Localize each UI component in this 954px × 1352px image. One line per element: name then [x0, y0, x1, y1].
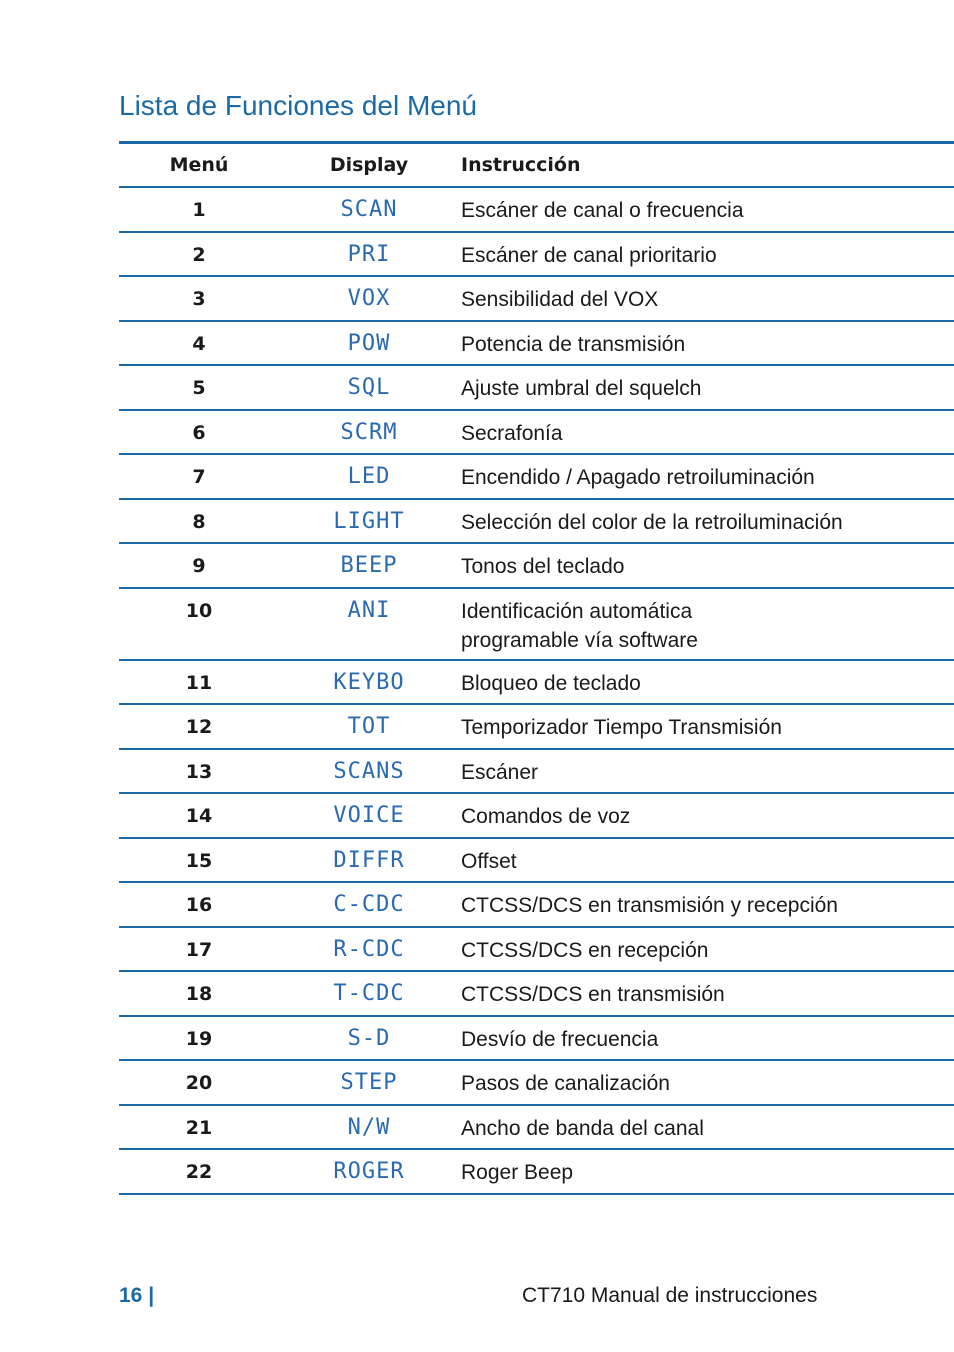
- row-instruction: Sensibilidad del VOX: [461, 288, 659, 311]
- row-instruction: Roger Beep: [461, 1161, 574, 1184]
- table-row: [119, 366, 954, 411]
- table-row: [119, 544, 954, 589]
- row-menu-number: 20: [185, 1072, 213, 1094]
- row-display-code: SQL: [347, 375, 391, 400]
- row-display-code: N/W: [347, 1114, 391, 1140]
- row-menu-number: 1: [192, 199, 206, 221]
- page-title: Lista de Funciones del Menú: [119, 90, 477, 121]
- table-row: [119, 500, 954, 545]
- row-instruction: Selección del color de la retroiluminación: [461, 510, 843, 534]
- table-row: [119, 661, 954, 706]
- row-instruction: Desvío de frecuencia: [461, 1027, 659, 1051]
- row-display-code: ROGER: [333, 1159, 405, 1184]
- table-row: [119, 233, 954, 278]
- table-row: [119, 411, 954, 456]
- table-row: [119, 972, 954, 1017]
- table-row: [119, 277, 954, 322]
- table-row: [119, 928, 954, 973]
- row-menu-number: 4: [192, 332, 206, 355]
- manual-title: CT710 Manual de instrucciones: [522, 1284, 818, 1307]
- row-menu-number: 17: [185, 938, 213, 961]
- table-row: [119, 750, 954, 795]
- row-menu-number: 3: [192, 288, 206, 310]
- row-instruction: Escáner de canal o frecuencia: [461, 199, 744, 222]
- page-number: 16 |: [119, 1284, 155, 1307]
- row-menu-number: 12: [185, 716, 213, 738]
- row-menu-number: 5: [192, 377, 206, 399]
- row-menu-number: 15: [185, 849, 213, 872]
- table-row: [119, 188, 954, 233]
- row-display-code: PRI: [347, 241, 391, 267]
- row-display-code: SCANS: [333, 758, 405, 784]
- header-display: Display: [329, 154, 409, 176]
- row-instruction: Ancho de banda del canal: [461, 1116, 704, 1140]
- row-display-code: VOX: [347, 286, 391, 311]
- header-instruction: Instrucción: [461, 153, 581, 176]
- row-menu-number: 18: [185, 983, 213, 1005]
- row-instruction: Potencia de transmisión: [461, 332, 686, 356]
- row-display-code: SCRM: [340, 419, 398, 445]
- row-menu-number: 21: [185, 1116, 213, 1139]
- table-row: [119, 1106, 954, 1151]
- row-display-code: R-CDC: [333, 936, 405, 962]
- menu-functions-table: [119, 141, 954, 1195]
- row-menu-number: 11: [185, 671, 213, 694]
- table-row: [119, 1150, 954, 1195]
- table-row: [119, 794, 954, 839]
- row-display-code: BEEP: [340, 553, 398, 578]
- row-menu-number: 22: [185, 1161, 213, 1183]
- row-instruction: Identificación automática programable vía software: [461, 599, 698, 652]
- row-menu-number: 19: [185, 1027, 213, 1050]
- row-display-code: TOT: [347, 714, 391, 739]
- table-row: [119, 1061, 954, 1106]
- row-instruction: CTCSS/DCS en transmisión y recepción: [461, 894, 838, 917]
- row-instruction: Ajuste umbral del squelch: [461, 377, 702, 400]
- row-menu-number: 6: [192, 421, 206, 444]
- row-instruction: Comandos de voz: [461, 805, 631, 828]
- row-display-code: LIGHT: [333, 508, 405, 534]
- row-display-code: LED: [347, 464, 391, 489]
- row-menu-number: 16: [185, 894, 213, 916]
- row-instruction: Bloqueo de teclado: [461, 671, 641, 695]
- table-row: [119, 839, 954, 884]
- row-menu-number: 13: [185, 760, 213, 783]
- row-display-code: C-CDC: [333, 892, 405, 917]
- table-row: [119, 322, 954, 367]
- row-menu-number: 9: [192, 555, 206, 577]
- table-row: [119, 455, 954, 500]
- row-instruction: Tonos del teclado: [461, 555, 625, 578]
- row-menu-number: 8: [192, 510, 206, 533]
- row-menu-number: 14: [185, 805, 213, 827]
- header-menu: Menú: [169, 154, 229, 176]
- row-display-code: VOICE: [333, 803, 405, 828]
- row-instruction: Escáner: [461, 760, 539, 784]
- row-menu-number: 10: [185, 599, 213, 622]
- row-instruction: Offset: [461, 849, 517, 873]
- row-display-code: DIFFR: [333, 847, 405, 873]
- table-row: [119, 1017, 954, 1062]
- table-row: [119, 705, 954, 750]
- table-row: [119, 883, 954, 928]
- row-display-code: ANI: [347, 597, 391, 623]
- table-row: [119, 589, 954, 661]
- row-instruction: Escáner de canal prioritario: [461, 243, 717, 267]
- row-instruction: CTCSS/DCS en recepción: [461, 938, 709, 962]
- row-menu-number: 7: [192, 466, 206, 488]
- row-display-code: S-D: [347, 1025, 391, 1051]
- row-instruction: Secrafonía: [461, 421, 563, 445]
- row-instruction: CTCSS/DCS en transmisión: [461, 983, 725, 1006]
- row-display-code: KEYBO: [333, 669, 405, 695]
- row-display-code: POW: [347, 330, 391, 356]
- row-menu-number: 2: [192, 243, 206, 266]
- table-header-row: [119, 144, 954, 188]
- row-instruction: Temporizador Tiempo Transmisión: [461, 716, 782, 739]
- row-display-code: T-CDC: [333, 981, 405, 1006]
- row-instruction: Encendido / Apagado retroiluminación: [461, 466, 815, 489]
- row-display-code: STEP: [340, 1070, 398, 1095]
- row-display-code: SCAN: [340, 197, 398, 222]
- row-instruction: Pasos de canalización: [461, 1072, 670, 1095]
